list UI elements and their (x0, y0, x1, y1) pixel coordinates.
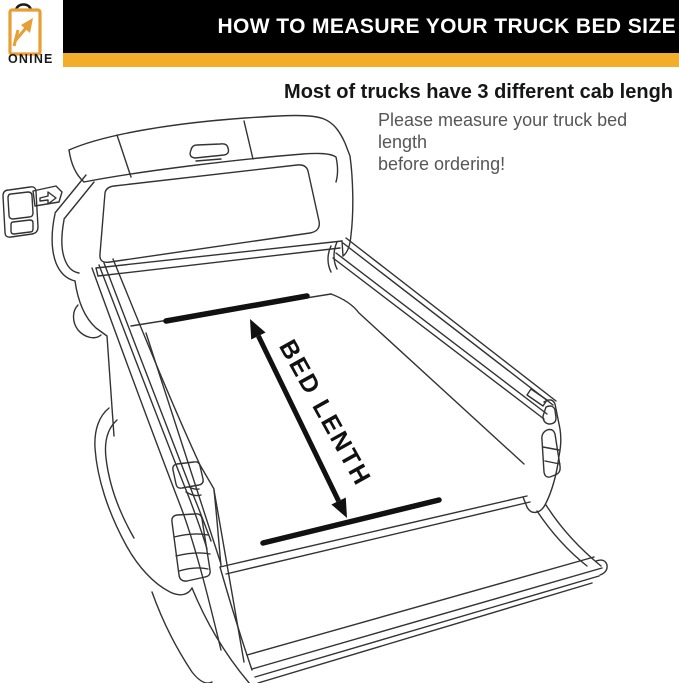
measure-note-line2: before ordering! (378, 154, 506, 174)
right-rear-corner (523, 400, 601, 566)
fuel-door (173, 462, 203, 488)
right-bed-rail (328, 238, 556, 464)
cab-lower-body (52, 214, 114, 436)
brand-name: ONINE (8, 52, 54, 66)
front-bed-mark (166, 296, 307, 321)
measure-note-line1: Please measure your truck bed length (378, 110, 628, 152)
page-title: HOW TO MEASURE YOUR TRUCK BED SIZE (217, 14, 676, 38)
cab-length-heading: Most of trucks have 3 different cab lengh (284, 81, 673, 103)
left-side-details (95, 408, 250, 683)
bed-length-label: BED LENTH (273, 335, 377, 492)
bed-length-annotation (166, 296, 439, 543)
truck-cab (55, 116, 353, 263)
rear-tire (152, 592, 212, 683)
open-tailgate (220, 496, 607, 683)
third-brake-light (190, 144, 228, 158)
